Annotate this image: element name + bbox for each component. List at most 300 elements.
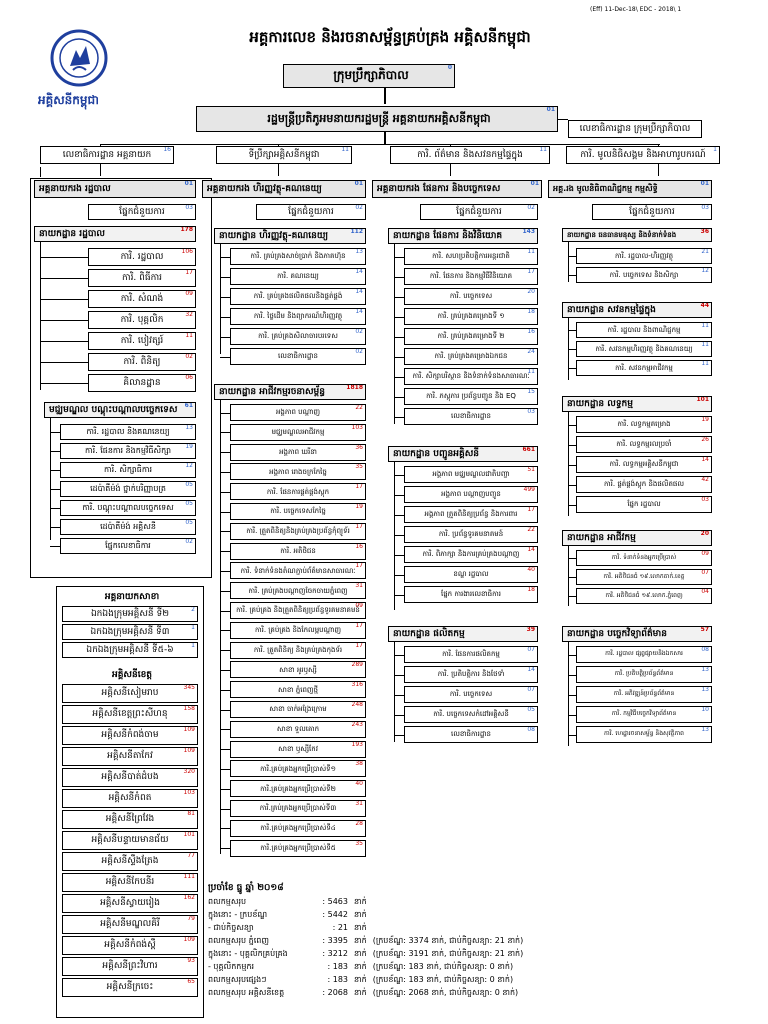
unit-label: ការិ.គ្រប់គ្រងអ្នកប្រើប្រាស់ទី២ (260, 784, 336, 793)
training-office[interactable] (60, 538, 196, 554)
audit-office[interactable] (576, 360, 712, 376)
planning-office[interactable] (404, 408, 538, 425)
transmission-office[interactable] (404, 526, 538, 543)
unit-count: 14 (355, 308, 363, 315)
unit-label: ការិ. ហេដ្ឋារចនាសម្ព័ន្ធ និងសុវត្ថិភាព (604, 730, 684, 738)
unit-label: អគ្គិសនីមណ្ឌលគិរី (100, 919, 160, 930)
unit-label: ការិ. បច្ចេកទេស (449, 292, 493, 301)
unit-count: 111 (183, 873, 195, 880)
unit-label: ការិ. ពិធីការ (122, 272, 162, 283)
unit-count: 08 (527, 726, 535, 733)
province-branch[interactable] (62, 957, 198, 976)
unit-label: ការិ. ប្រតិបត្តិការ និងថែទាំ (437, 670, 505, 679)
stats-value: : 3212 (322, 949, 348, 958)
stats-label: - បុគ្គលិកកម្មករ (208, 962, 255, 971)
unit-count: 22 (527, 526, 535, 533)
col4-dept-it[interactable]: នាយកដ្ឋាន បច្ចេកវិទ្យាព័ត៌មាន 57 (562, 626, 712, 642)
province-branch[interactable] (62, 873, 198, 892)
advisors-box[interactable]: ទីប្រឹក្សាអគ្គិសនីកម្ពុជា 11 (216, 146, 352, 164)
unit-count: 05 (185, 500, 193, 507)
it-office[interactable] (576, 646, 712, 663)
business-office[interactable] (230, 463, 366, 480)
stats-row (208, 961, 513, 973)
stats-value: : 21 (332, 923, 348, 932)
procurement-office[interactable] (576, 496, 712, 513)
planning-office[interactable] (404, 308, 538, 325)
unit-count: 18 (527, 308, 535, 315)
procurement-office[interactable] (576, 456, 712, 473)
unit-label: ការិ. គ្រប់គ្រងគម្រោងឯកជន (434, 352, 508, 361)
unit-label: លេខាធិការដ្ឋាន (451, 412, 491, 421)
unit-label: ការិ. គ្រប់គ្រង និងត្រួតពិនិត្យប្រព័ន្ធទូរគមនាគមន៍ (236, 606, 360, 615)
unit-count: 1 (191, 624, 195, 631)
unit-label: ការិ. បច្ចេកទេសកែច្នៃ (270, 507, 326, 516)
business-office[interactable] (230, 622, 366, 639)
unit-label: សាខា អូរឫស្សី (279, 665, 317, 674)
unit-label: ការិ. ពិភាក្សា និងការគ្រប់គ្រងបណ្តាញ (422, 550, 520, 559)
branches-head-1: អគ្គនាយកសាខា (60, 590, 200, 604)
business-office[interactable] (230, 721, 366, 738)
unit-count: 106 (181, 248, 193, 255)
training-office[interactable] (60, 500, 196, 516)
unit-count: 21 (701, 248, 709, 255)
production-office[interactable] (404, 726, 538, 743)
stats-row (208, 987, 518, 999)
finance-office[interactable] (230, 348, 366, 365)
col2-dept-finance[interactable]: នាយកដ្ឋាន ហិរញ្ញវត្ថុ-គណនេយ្យ 112 (214, 228, 366, 244)
stats-value: : 5442 (322, 910, 348, 919)
unit-count: 12 (701, 267, 709, 274)
business-office[interactable] (230, 780, 366, 797)
province-branch[interactable] (62, 915, 198, 934)
finance-office[interactable] (230, 248, 366, 265)
admin-office[interactable] (88, 248, 196, 266)
unit-count: 13 (701, 726, 709, 733)
col3-dept-production[interactable]: នាយកដ្ឋាន ផលិតកម្ម 39 (388, 626, 538, 642)
unit-label: ការិ. សំណង់ (120, 293, 164, 304)
unit-count: 17 (355, 621, 363, 629)
unit-count: 345 (183, 684, 195, 691)
board-secretariat[interactable]: លេខាធិការដ្ឋាន ក្រុមប្រឹក្សាភិបាល (568, 120, 702, 138)
stats-row (208, 922, 373, 934)
province-branch[interactable] (62, 852, 198, 871)
unit-label: អង្គភាព មជ្ឈមណ្ឌលជាតិបញ្ជា (432, 470, 510, 479)
logo-emblem-icon (40, 28, 118, 88)
hr-office[interactable] (576, 267, 712, 283)
business-office[interactable] (230, 602, 366, 619)
unit-label: មជ្ឈមណ្ឌលអាជីវកម្ម (271, 428, 325, 437)
business-office[interactable] (230, 523, 366, 540)
unit-label: អគ្គិសនីកំពង់ស្ពឺ (104, 940, 156, 951)
audit-office[interactable] (576, 341, 712, 357)
unit-count: 19 (185, 443, 193, 450)
unit-label: ការិ. រដ្ឋបាល និងពាណិជ្ជកម្ម (607, 325, 681, 334)
commerce-office[interactable] (576, 569, 712, 585)
province-branch[interactable] (62, 768, 198, 787)
admin-office[interactable] (88, 332, 196, 350)
stats-row (208, 948, 523, 960)
unit-label: ខណ្ឌ រដ្ឋបាល (453, 570, 489, 579)
planning-office[interactable] (404, 348, 538, 365)
unit-count: 09 (701, 550, 709, 557)
training-office[interactable] (60, 424, 196, 440)
province-branch[interactable] (62, 978, 198, 997)
unit-count: 09 (355, 602, 363, 609)
transmission-office[interactable] (404, 586, 538, 603)
procurement-office[interactable] (576, 476, 712, 493)
unit-count: 35 (355, 463, 363, 471)
unit-label: ការិ.គ្រប់គ្រងអ្នកប្រើប្រាស់ទី១ (260, 764, 336, 773)
unit-label: គិលានដ្ឋាន (123, 377, 161, 388)
province-branch[interactable] (62, 810, 198, 829)
unit-label: ការិ.គ្រប់គ្រងអ្នកប្រើប្រាស់ទី៥ (260, 844, 336, 853)
unit-label: ការិ. លទ្ធកម្មអគ្គិសនីកម្ពុជា (609, 460, 679, 469)
unit-count: 08 (701, 646, 709, 653)
commerce-office[interactable] (576, 550, 712, 566)
stats-value: : 183 (327, 975, 348, 984)
unit-label: ការិ. កម្មវិធីបច្ចេកវិទ្យាព័ត៌មាន (611, 710, 677, 718)
business-office[interactable] (230, 840, 366, 857)
it-office[interactable] (576, 686, 712, 703)
unit-count: 14 (527, 666, 535, 673)
unit-label: ឯកឯងក្រុមអគ្គិសនី ទី៣ (90, 626, 170, 637)
finance-office[interactable] (230, 308, 366, 325)
unit-label: ការិ. អភិវឌ្ឍន៍ប្រព័ន្ធព័ត៌មាន (613, 690, 675, 698)
unit-count: 316 (351, 681, 363, 689)
stats-unit: នាក់ (354, 897, 367, 906)
unit-count: 81 (187, 810, 195, 817)
unit-label: អគ្គិសនីស្ទឹងត្រែង (101, 856, 159, 867)
unit-label: ការិ. គ្រប់គ្រង និងកែលម្អបណ្តាញ (254, 626, 342, 635)
production-office[interactable] (404, 666, 538, 683)
unit-count: 79 (187, 915, 195, 922)
unit-count: 17 (527, 506, 535, 513)
unit-count: 24 (527, 348, 535, 355)
admin-office[interactable] (88, 353, 196, 371)
unit-label: អង្គភាព បណ្តាញបញ្ជូន (441, 490, 501, 499)
unit-count: 11 (527, 368, 535, 375)
unit-count: 320 (183, 768, 195, 775)
procurement-office[interactable] (576, 436, 712, 453)
business-office[interactable] (230, 444, 366, 461)
business-office[interactable] (230, 424, 366, 441)
stats-row (208, 896, 373, 908)
transmission-office[interactable] (404, 546, 538, 563)
unit-label: សាខា ទួលគោក (276, 725, 320, 734)
training-office[interactable] (60, 462, 196, 478)
col2-assistant[interactable]: ផ្នែកជំនួយការ 02 (256, 204, 366, 220)
col1-dept-admin[interactable]: នាយកដ្ឋាន រដ្ឋបាល 178 (34, 226, 196, 242)
business-office[interactable] (230, 404, 366, 421)
admin-office[interactable] (88, 290, 196, 308)
logo-caption: អគ្គិសនីកម្ពុជា (38, 93, 99, 107)
unit-label: អគ្គិសនីខេត្តព្រះសីហនុ (92, 709, 168, 720)
stats-title: ប្រចាំខែ ធ្នូ ឆ្នាំ ២០១៨ (208, 883, 284, 893)
unit-count: 35 (355, 839, 363, 847)
stats-label: ក្នុងនោះ - បុគ្គលិកគ្រប់គ្រង (208, 949, 288, 958)
unit-count: 109 (183, 726, 195, 733)
unit-label: ការិ. គណនេយ្យ (277, 272, 319, 281)
business-office[interactable] (230, 483, 366, 500)
stats-note: (ក្របខ័ណ្ឌ: 3374 នាក់, ជាប់កិច្ចសន្យា: 21 នាក់) (372, 936, 524, 945)
planning-office[interactable] (404, 288, 538, 305)
unit-count: 04 (701, 588, 709, 595)
unit-label: ការិ. ផែនការ និងកម្មវិធីវិនិយោគ (429, 272, 513, 281)
stats-value: : 183 (327, 962, 348, 971)
branch-office[interactable] (62, 624, 198, 640)
ceo-box[interactable]: រដ្ឋមន្ត្រីប្រតិភូអមនាយករដ្ឋមន្ត្រី អគ្គនាយកអគ្គិសនីកម្ពុជា 01 (196, 106, 558, 132)
unit-label: សាខា ភ្នំពេញថ្មី (278, 685, 318, 694)
stats-value: : 2068 (322, 988, 348, 997)
procurement-office[interactable] (576, 416, 712, 433)
stats-label: ពលកម្មសរុប ភ្នំពេញ (208, 936, 269, 945)
admin-office[interactable] (88, 374, 196, 392)
transmission-office[interactable] (404, 486, 538, 503)
hr-office[interactable] (576, 248, 712, 264)
business-office[interactable] (230, 741, 366, 758)
business-office[interactable] (230, 562, 366, 579)
unit-count: 06 (185, 374, 193, 381)
col2-head[interactable]: អគ្គនាយករង ហិរញ្ញវត្ថុ-គណនេយ្យ 01 (202, 180, 366, 198)
page-title: អគ្គការលេខ និងរចនាសម្ព័ន្ធគ្រប់គ្រង អគ្គិសនីកម្ពុជា (249, 28, 531, 46)
ceo-secretariat[interactable]: លេខាធិការដ្ឋាន អគ្គនាយក 16 (40, 146, 174, 164)
unit-count: 2 (191, 606, 195, 613)
unit-label: អគ្គិសនីស្វាយរៀង (100, 898, 160, 909)
province-branch[interactable] (62, 705, 198, 724)
unit-label: ការិ.គ្រប់គ្រងអ្នកប្រើប្រាស់ទី៤ (260, 824, 336, 833)
unit-count: 15 (527, 388, 535, 395)
unit-count: 17 (355, 483, 363, 491)
admin-office[interactable] (88, 269, 196, 287)
business-office[interactable] (230, 800, 366, 817)
admin-office[interactable] (88, 311, 196, 329)
stats-unit: នាក់ (354, 988, 367, 997)
production-office[interactable] (404, 646, 538, 663)
finance-office[interactable] (230, 268, 366, 285)
unit-count: 16 (355, 542, 363, 550)
unit-count: 109 (183, 747, 195, 754)
col4-dept-hr[interactable]: នាយកដ្ឋាន ធនធានមនុស្ស និងទំនាក់ទំនង 36 (562, 228, 712, 242)
unit-count: 05 (185, 519, 193, 526)
unit-label: សាខា ចាក់អង្រែក្រោម (269, 705, 327, 714)
unit-count: 36 (355, 443, 363, 451)
social-fund-office[interactable]: ការិ. មូលនិធិសង្គម និងអាហារូបករណ៍ 1 (566, 146, 720, 164)
unit-count: 103 (351, 423, 363, 431)
unit-count: 31 (355, 800, 363, 807)
unit-count: 13 (355, 248, 363, 255)
unit-count: 09 (185, 290, 193, 297)
training-office[interactable] (60, 519, 196, 535)
col3-head[interactable]: អគ្គនាយករង ផែនការ និងបច្ចេកទេស 01 (372, 180, 542, 198)
unit-label: ការិ. បណ្តុះបណ្តាលបច្ចេកទេស (82, 503, 174, 513)
unit-label: ការិ. ផ្គត់ផ្គង់ស្តុក និងផលិតផល (604, 480, 684, 489)
business-office[interactable] (230, 642, 366, 659)
unit-count: 65 (187, 978, 195, 985)
production-office[interactable] (404, 686, 538, 703)
business-office[interactable] (230, 681, 366, 698)
unit-label: អគ្គិសនីបាត់ដំបង (101, 772, 159, 783)
unit-count: 02 (355, 328, 363, 335)
business-office[interactable] (230, 661, 366, 678)
unit-label: ការិ. រដ្ឋបាល (120, 251, 164, 262)
province-branch[interactable] (62, 726, 198, 745)
unit-label: អង្គភាព ឃរីនា (279, 448, 317, 457)
unit-count: 02 (185, 353, 193, 360)
unit-label: ការិ. អតិថិជន (280, 547, 316, 556)
revision-stamp: (Eff) 11-Dec-18\ EDC - 2018\ 1 (590, 6, 682, 13)
unit-label: ការិ. ផែនការ និងកម្មវិធីសិក្សា (84, 446, 172, 456)
unit-count: 14 (701, 456, 709, 463)
planning-office[interactable] (404, 368, 538, 385)
unit-label: ការិ. គ្រប់គ្រងគម្រោងទី ១ (437, 312, 505, 321)
it-office[interactable] (576, 666, 712, 683)
unit-count: 07 (701, 569, 709, 576)
unit-label: ការិ. គ្រប់គ្រងសាច់ប្រាក់ និងភាគហ៊ុន (250, 252, 346, 261)
unit-label: ការិ. សវនកម្មហិរញ្ញវត្ថុ និងគណនេយ្យ (595, 344, 693, 353)
unit-label: ការិ. បៀវត្សរ៍ (120, 335, 164, 346)
transmission-office[interactable] (404, 566, 538, 583)
transmission-office[interactable] (404, 506, 538, 523)
unit-label: ការិ. ផែនការផលិតកម្ម (442, 650, 500, 659)
stats-label: ពលកម្មសរុប អគ្គិសនីខេត្ត (208, 988, 285, 997)
unit-count: 11 (701, 322, 709, 329)
branch-office[interactable] (62, 642, 198, 658)
unit-count: 26 (701, 436, 709, 443)
unit-label: ដេប៉ាតឺម៉ង់ អគ្គិសនី (100, 522, 156, 532)
unit-label: ការិ. អតិថិជនធំ ១៩.លោក.ភ្នំពេញ (605, 591, 683, 599)
stats-unit: នាក់ (354, 936, 367, 945)
unit-label: ការិ. សិក្សាធិការ (104, 465, 152, 475)
finance-office[interactable] (230, 288, 366, 305)
col1-head[interactable]: អគ្គនាយករង រដ្ឋបាល 01 (34, 180, 196, 198)
col1-dept-training[interactable]: មជ្ឈមណ្ឌល បណ្តុះបណ្តាលបច្ចេកទេស 61 (44, 402, 196, 418)
production-office[interactable] (404, 706, 538, 723)
unit-count: 38 (355, 760, 363, 768)
stats-row (208, 935, 523, 947)
unit-count: 17 (355, 641, 363, 649)
business-office[interactable] (230, 820, 366, 837)
it-office[interactable] (576, 706, 712, 723)
unit-label: ការិ. ទំនាក់ទំនងអ្នកប្រើប្រាស់ (611, 553, 677, 561)
unit-label: ការិ. សវនកម្មអាជីវកម្ម (615, 363, 673, 372)
planning-office[interactable] (404, 268, 538, 285)
unit-label: អគ្គិសនីតាកែវ (107, 751, 153, 762)
business-office[interactable] (230, 582, 366, 599)
unit-count: 40 (355, 780, 363, 788)
col4-dept-audit[interactable]: នាយកដ្ឋាន សវនកម្មផ្ទៃក្នុង 44 (562, 302, 712, 318)
finance-office[interactable] (230, 328, 366, 345)
unit-count: 12 (185, 462, 193, 469)
stats-value: : 5463 (322, 897, 348, 906)
unit-count: 101 (183, 831, 195, 838)
col3-dept-transmission[interactable]: នាយកដ្ឋាន បញ្ជូនអគ្គិសនី 661 (388, 446, 538, 462)
board-of-directors[interactable]: ក្រុមប្រឹក្សាភិបាល 0 (283, 64, 455, 88)
unit-label: អគ្គិសនីព្រៃវែង (105, 814, 155, 825)
col3-assistant[interactable]: ផ្នែកជំនួយការ 02 (420, 204, 538, 220)
stats-unit: នាក់ (354, 975, 367, 984)
unit-count: 16 (527, 328, 535, 335)
business-office[interactable] (230, 760, 366, 777)
stats-unit: នាក់ (354, 923, 367, 932)
unit-label: ការិ. លទ្ធកម្មគម្រោង (617, 420, 671, 429)
unit-label: ដេប៉ាតឺម៉ង់ ថ្នាក់បរិញ្ញាបត្រ (90, 484, 166, 494)
branch-office[interactable] (62, 606, 198, 622)
planning-office[interactable] (404, 328, 538, 345)
province-branch[interactable] (62, 789, 198, 808)
col4-dept-procurement[interactable]: នាយកដ្ឋាន លទ្ធកម្ម 101 (562, 396, 712, 412)
stats-unit: នាក់ (354, 910, 367, 919)
province-branch[interactable] (62, 831, 198, 850)
transmission-office[interactable] (404, 466, 538, 483)
unit-count: 11 (185, 332, 193, 339)
commerce-office[interactable] (576, 588, 712, 604)
province-branch[interactable] (62, 936, 198, 955)
stats-note: (ក្របខ័ណ្ឌ: 2068 នាក់, ជាប់កិច្ចសន្យា: 0 នាក់) (372, 988, 519, 997)
unit-count: 103 (183, 789, 195, 796)
unit-count: 07 (527, 646, 535, 653)
unit-count: 11 (527, 248, 535, 255)
business-office[interactable] (230, 543, 366, 560)
province-branch[interactable] (62, 894, 198, 913)
unit-count: 14 (355, 268, 363, 275)
stats-row (208, 974, 513, 986)
province-branch[interactable] (62, 747, 198, 766)
unit-label: ការិ. ផែនការផ្គត់ផ្គង់ស្តុក (266, 487, 330, 496)
unit-label: អគ្គិសនីកំពង់ចាម (101, 730, 159, 741)
col4-dept-commerce[interactable]: នាយកដ្ឋាន អាជីវកម្ម 20 (562, 530, 712, 546)
unit-count: 31 (355, 582, 363, 590)
unit-count: 28 (355, 819, 363, 827)
unit-count: 14 (527, 546, 535, 553)
training-office[interactable] (60, 481, 196, 497)
unit-label: ឯកឯងក្រុមអគ្គិសនី ទី២ (90, 608, 170, 619)
col3-dept-planning[interactable]: នាយកដ្ឋាន ផែនការ និងវិនិយោគ 143 (388, 228, 538, 244)
col2-dept-business[interactable]: នាយកដ្ឋាន អាជីវកម្មរចនាសម្ព័ន្ធ 1818 (214, 384, 366, 400)
unit-label: ផ្នែក ការងារលេខាធិការ (441, 590, 501, 599)
audit-office[interactable] (576, 322, 712, 338)
unit-label: លេខាធិការដ្ឋាន (451, 730, 491, 739)
training-office[interactable] (60, 443, 196, 459)
information-audit-office[interactable]: ការិ. ព័ត៌មាន និងសវនកម្មផ្ទៃក្នុង 11 (390, 146, 550, 164)
unit-count: 17 (185, 269, 193, 276)
planning-office[interactable] (404, 388, 538, 405)
stats-note: (ក្របខ័ណ្ឌ: 183 នាក់, ជាប់កិច្ចសន្យា: 0 នាក់) (372, 975, 514, 984)
col1-assistant[interactable]: ផ្នែកជំនួយការ 03 (88, 204, 196, 220)
unit-label: អគ្គិសនីកែបនីរ (105, 877, 155, 888)
unit-label: ការិ. បច្ចេកទេសកំដៅអគ្គិសនី (433, 710, 509, 719)
planning-office[interactable] (404, 248, 538, 265)
unit-count: 13 (185, 424, 193, 431)
unit-count: 19 (355, 503, 363, 510)
unit-label: ការិ. រដ្ឋបាល ផ្សព្វផ្សាយនិងឯកសារ (605, 650, 683, 658)
unit-label: អង្គភាព បណ្តាញ (275, 408, 321, 417)
unit-count: 22 (355, 404, 363, 411)
unit-count: 42 (701, 476, 709, 483)
unit-count: 03 (527, 408, 535, 415)
business-office[interactable] (230, 503, 366, 520)
stats-label: ពលកម្មសរុប (208, 897, 247, 906)
unit-label: ការិ. ពិនិត្យ (123, 356, 161, 367)
col4-assistant[interactable]: ផ្នែកជំនួយការ 03 (592, 204, 712, 220)
province-branch[interactable] (62, 684, 198, 703)
business-office[interactable] (230, 701, 366, 718)
branches-head-2: អគ្គិសនីខេត្ត (60, 668, 200, 682)
unit-label: ការិ. គ្រប់គ្រងសិលាចារបរទេស (258, 332, 338, 341)
unit-label: ការិ. ត្រួតពិនិត្យនិងគ្រប់គ្រងប្រព័ន្ធកុំព្យូទ័រ (246, 527, 350, 536)
it-office[interactable] (576, 726, 712, 743)
unit-label: អង្គភាព រោងចក្រកែច្នៃ (269, 467, 327, 476)
col4-head[interactable]: អគ្គ.រង មូលនិធិពាណិជ្ជកម្ម កម្មសិទ្ធិ 01 (548, 180, 712, 198)
